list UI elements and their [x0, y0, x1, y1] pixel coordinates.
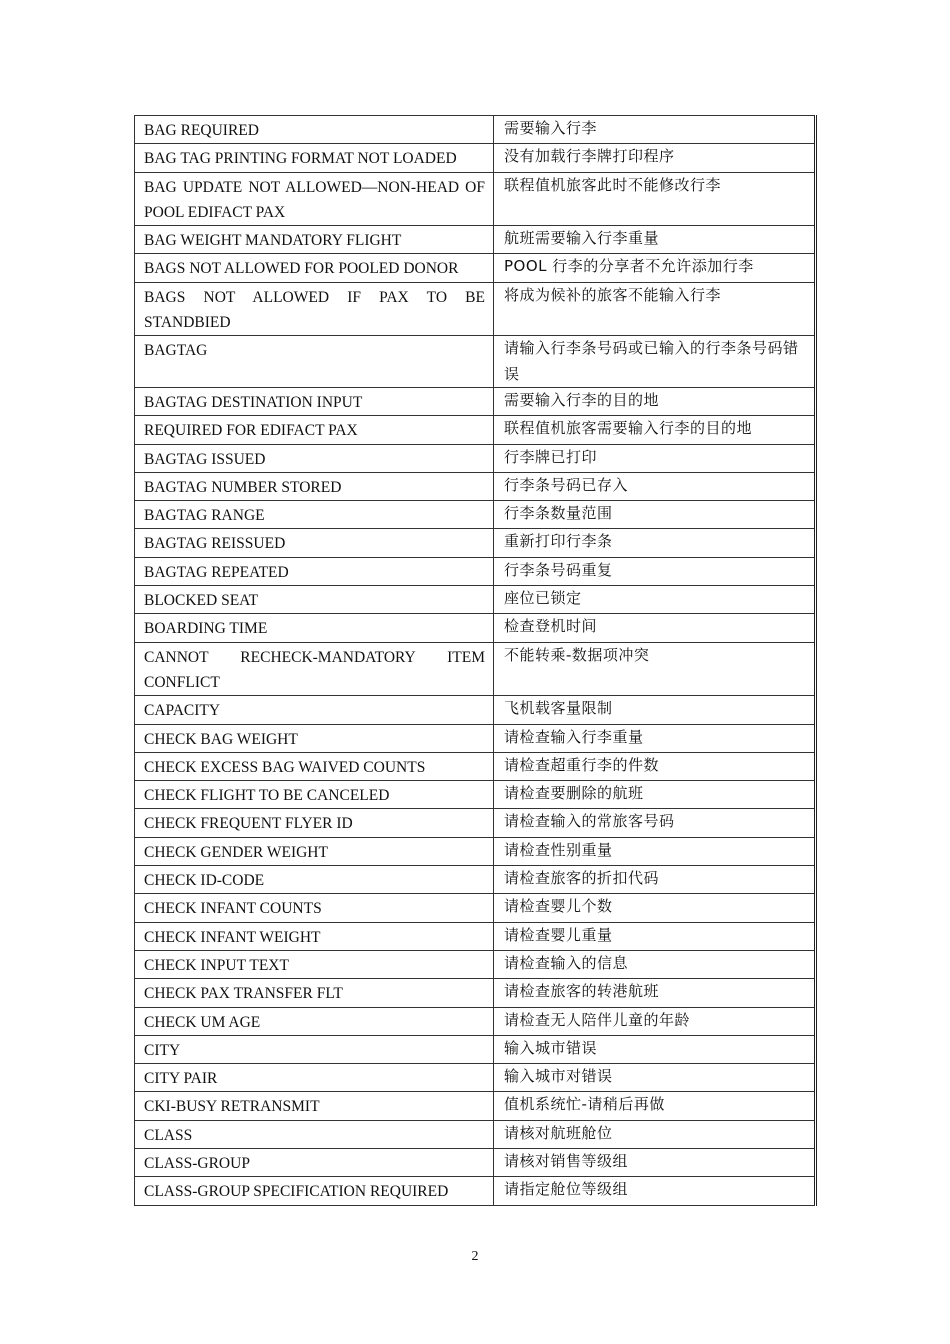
english-message: CHECK INPUT TEXT — [135, 950, 494, 978]
table-row — [135, 336, 816, 388]
table-row — [135, 557, 816, 585]
english-message: CANNOT RECHECK-MANDATORY ITEM CONFLICT — [135, 642, 494, 696]
table-row — [135, 144, 816, 172]
chinese-translation: 将成为候补的旅客不能输入行李 — [494, 282, 816, 336]
english-message: CLASS-GROUP — [135, 1148, 494, 1176]
english-message: CLASS-GROUP SPECIFICATION REQUIRED — [135, 1177, 494, 1205]
english-message: BAG UPDATE NOT ALLOWED—NON-HEAD OF POOL EDIFACT PAX — [135, 172, 494, 226]
table-row — [135, 809, 816, 837]
english-message: BAGTAG DESTINATION INPUT — [135, 387, 494, 415]
chinese-translation: 飞机载客量限制 — [494, 696, 816, 724]
english-message: CHECK UM AGE — [135, 1007, 494, 1035]
chinese-translation: 行李条号码重复 — [494, 557, 816, 585]
english-message: CITY — [135, 1035, 494, 1063]
chinese-translation: 请检查输入行李重量 — [494, 724, 816, 752]
table-row — [135, 586, 816, 614]
english-message: BOARDING TIME — [135, 614, 494, 642]
table-row — [135, 472, 816, 500]
table-row — [135, 752, 816, 780]
english-message: BAGTAG NUMBER STORED — [135, 472, 494, 500]
table-row — [135, 950, 816, 978]
chinese-translation: 值机系统忙-请稍后再做 — [494, 1092, 816, 1120]
chinese-translation: POOL 行李的分享者不允许添加行李 — [494, 254, 816, 282]
table-row — [135, 116, 816, 144]
chinese-translation: 行李条数量范围 — [494, 501, 816, 529]
chinese-translation: 输入城市对错误 — [494, 1064, 816, 1092]
english-message: CHECK FREQUENT FLYER ID — [135, 809, 494, 837]
english-message: CHECK GENDER WEIGHT — [135, 837, 494, 865]
chinese-translation: 请核对航班舱位 — [494, 1120, 816, 1148]
table-row — [135, 1007, 816, 1035]
chinese-translation: 联程值机旅客需要输入行李的目的地 — [494, 416, 816, 444]
chinese-translation: 请检查性别重量 — [494, 837, 816, 865]
table-row — [135, 837, 816, 865]
chinese-translation: 座位已锁定 — [494, 586, 816, 614]
english-message: CHECK FLIGHT TO BE CANCELED — [135, 781, 494, 809]
message-glossary-table — [134, 115, 817, 1206]
table-row — [135, 922, 816, 950]
english-message: BAGTAG REPEATED — [135, 557, 494, 585]
table-row — [135, 1035, 816, 1063]
english-message: BAGTAG RANGE — [135, 501, 494, 529]
chinese-translation: 重新打印行李条 — [494, 529, 816, 557]
chinese-translation: 请指定舱位等级组 — [494, 1177, 816, 1205]
chinese-translation: 请检查输入的常旅客号码 — [494, 809, 816, 837]
chinese-translation: 行李条号码已存入 — [494, 472, 816, 500]
english-message: REQUIRED FOR EDIFACT PAX — [135, 416, 494, 444]
table-row — [135, 696, 816, 724]
chinese-translation: 请检查超重行李的件数 — [494, 752, 816, 780]
chinese-translation: 请输入行李条号码或已输入的行李条号码错误 — [494, 336, 816, 388]
chinese-translation: 请检查输入的信息 — [494, 950, 816, 978]
chinese-translation: 请检查旅客的转港航班 — [494, 979, 816, 1007]
english-message: CHECK ID-CODE — [135, 866, 494, 894]
chinese-translation: 没有加载行李牌打印程序 — [494, 144, 816, 172]
english-message: CHECK INFANT COUNTS — [135, 894, 494, 922]
chinese-translation: 行李牌已打印 — [494, 444, 816, 472]
chinese-translation: 联程值机旅客此时不能修改行李 — [494, 172, 816, 226]
english-message: BAG WEIGHT MANDATORY FLIGHT — [135, 226, 494, 254]
english-message: BAGTAG REISSUED — [135, 529, 494, 557]
table-row — [135, 529, 816, 557]
english-message: CAPACITY — [135, 696, 494, 724]
table-row — [135, 894, 816, 922]
chinese-translation: 请核对销售等级组 — [494, 1148, 816, 1176]
english-message: CHECK BAG WEIGHT — [135, 724, 494, 752]
table-row — [135, 979, 816, 1007]
chinese-translation: 需要输入行李 — [494, 116, 816, 144]
chinese-translation: 不能转乘-数据项冲突 — [494, 642, 816, 696]
table-row — [135, 1177, 816, 1205]
table-row — [135, 1148, 816, 1176]
table-row — [135, 642, 816, 696]
table-row — [135, 1064, 816, 1092]
chinese-translation: 航班需要输入行李重量 — [494, 226, 816, 254]
english-message: CKI-BUSY RETRANSMIT — [135, 1092, 494, 1120]
chinese-translation: 需要输入行李的目的地 — [494, 387, 816, 415]
english-message: BAGTAG — [135, 336, 494, 388]
english-message: BAG TAG PRINTING FORMAT NOT LOADED — [135, 144, 494, 172]
table-row — [135, 254, 816, 282]
table-row — [135, 781, 816, 809]
chinese-translation: 检查登机时间 — [494, 614, 816, 642]
table-row — [135, 282, 816, 336]
table-row — [135, 724, 816, 752]
english-message: BAG REQUIRED — [135, 116, 494, 144]
english-message: BAGS NOT ALLOWED IF PAX TO BE STANDBIED — [135, 282, 494, 336]
table-row — [135, 172, 816, 226]
english-message: CLASS — [135, 1120, 494, 1148]
table-row — [135, 866, 816, 894]
table-row — [135, 1092, 816, 1120]
english-message: BAGS NOT ALLOWED FOR POOLED DONOR — [135, 254, 494, 282]
chinese-translation: 输入城市错误 — [494, 1035, 816, 1063]
table-row — [135, 501, 816, 529]
english-message: CHECK EXCESS BAG WAIVED COUNTS — [135, 752, 494, 780]
table-row — [135, 444, 816, 472]
table-row — [135, 226, 816, 254]
glossary-body — [135, 116, 816, 1206]
table-row — [135, 1120, 816, 1148]
english-message: BAGTAG ISSUED — [135, 444, 494, 472]
english-message: CHECK PAX TRANSFER FLT — [135, 979, 494, 1007]
english-message: CITY PAIR — [135, 1064, 494, 1092]
english-message: BLOCKED SEAT — [135, 586, 494, 614]
table-row — [135, 614, 816, 642]
english-message: CHECK INFANT WEIGHT — [135, 922, 494, 950]
chinese-translation: 请检查要删除的航班 — [494, 781, 816, 809]
table-row — [135, 387, 816, 415]
chinese-translation: 请检查婴儿个数 — [494, 894, 816, 922]
table-row — [135, 416, 816, 444]
page-number: 2 — [471, 1249, 479, 1264]
chinese-translation: 请检查婴儿重量 — [494, 922, 816, 950]
chinese-translation: 请检查无人陪伴儿童的年龄 — [494, 1007, 816, 1035]
chinese-translation: 请检查旅客的折扣代码 — [494, 866, 816, 894]
